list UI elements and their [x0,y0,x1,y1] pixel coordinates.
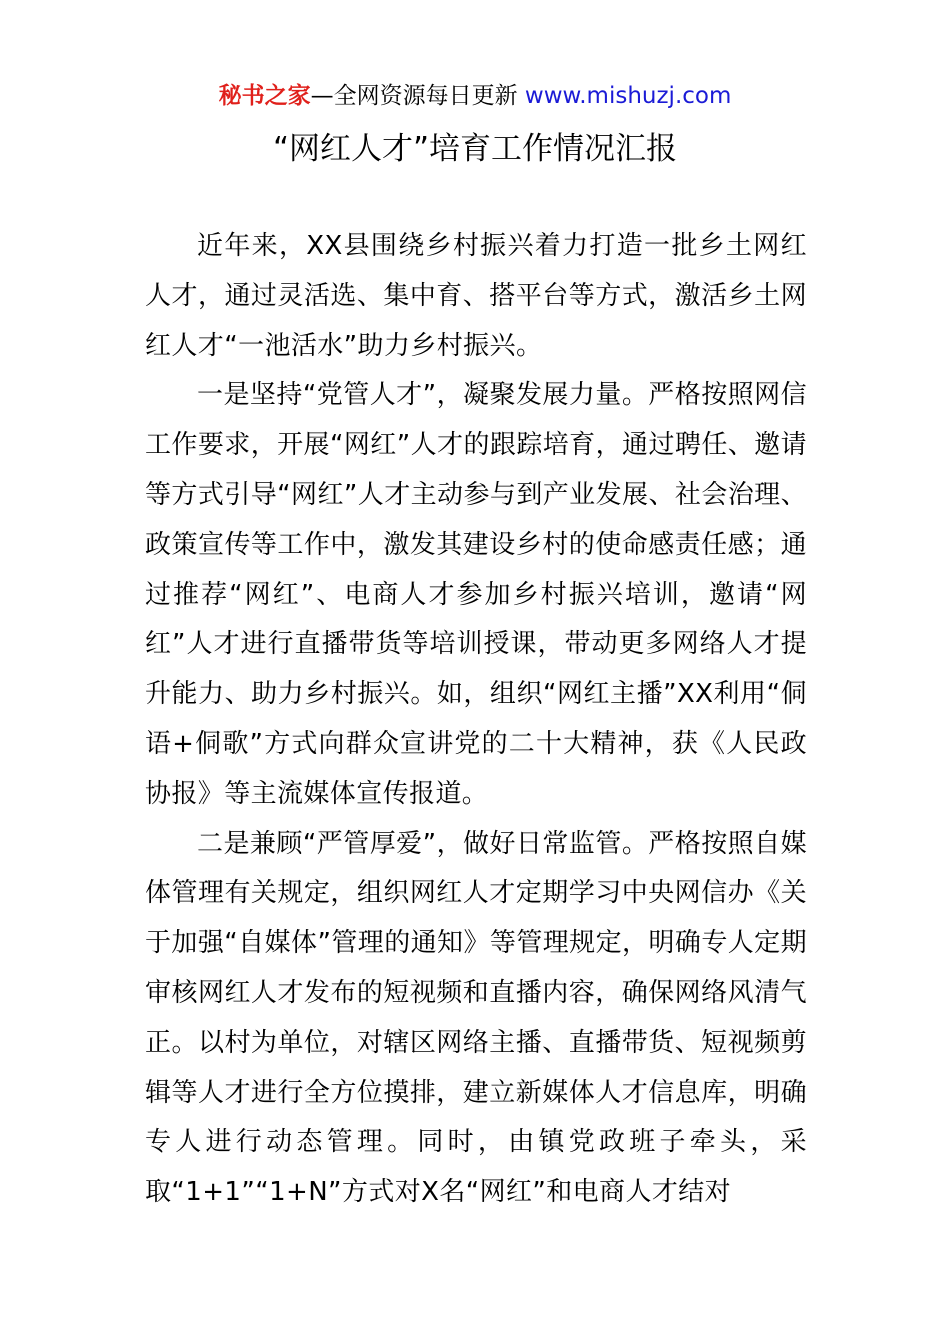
paragraph-supervision: 二是兼顾“严管厚爱”，做好日常监管。严格按照自媒体管理有关规定，组织网红人才定期学习中央网信办《关于加强“自媒体”管理的通知》等管理规定，明确专人定期审核网红人才发布的短视频和直播内容，确保网络风清气正。以村为单位，对辖区网络主播、直播带货、短视频剪辑等人才进行全方位摸排，建立新媒体人才信息库，明确专人进行动态管理。同时，由镇党政班子牵头，采取“1+1”“1+N”方式对X名“网红”和电商人才结对 [145,828,807,1208]
site-header [0,80,950,112]
document-body [145,222,807,1218]
site-tagline: —全网资源每日更新 [310,83,525,109]
site-url-link[interactable]: www.mishuzj.com [524,83,732,109]
paragraph-party-management: 一是坚持“党管人才”，凝聚发展力量。严格按照网信工作要求，开展“网红”人才的跟踪培育，通过聘任、邀请等方式引导“网红”人才主动参与到产业发展、社会治理、政策宣传等工作中，激发其建设乡村的使命感责任感；通过推荐“网红”、电商人才参加乡村振兴培训，邀请“网红”人才进行直播带货等培训授课，带动更多网络人才提升能力、助力乡村振兴。如，组织“网红主播”XX利用“侗语+侗歌”方式向群众宣讲党的二十大精神，获《人民政协报》等主流媒体宣传报道。 [145,380,807,809]
site-brand: 秘书之家 [218,83,311,109]
document-title: “网红人才”培育工作情况汇报 [272,131,678,167]
paragraph-intro: 近年来，XX县围绕乡村振兴着力打造一批乡土网红人才，通过灵活选、集中育、搭平台等方式，激活乡土网红人才“一池活水”助力乡村振兴。 [145,231,807,361]
